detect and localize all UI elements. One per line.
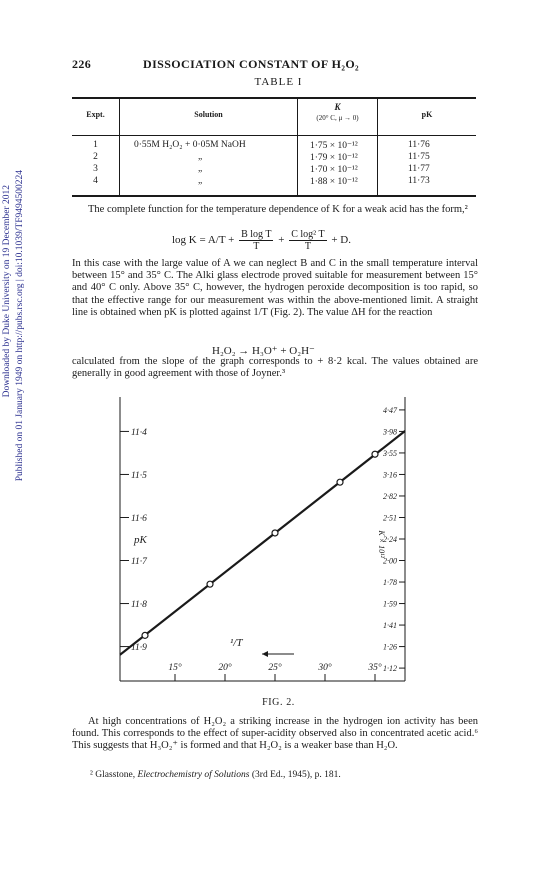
equation-fraction	[239, 229, 273, 252]
cell-pk: 11·73	[408, 176, 430, 186]
paragraph-result: calculated from the slope of the graph corresponds to + 8·2 kcal. The values obtained are generally in good agreement with those of Joyner.³	[72, 356, 478, 380]
paragraph-measurement: In this case with the large value of A we can neglect B and C in the small temperature interval between 15° and 35° C. The Alki glass electrode proved suitable for measurement between 15° and 40° C only. Above 35° C, however, the hydrogen peroxide decomposition is too rapid, so that the effective range for our measurement was within the above-mentioned limit. A straight line is obtained when pK is plotted against 1/T (Fig. 2). The value ΔH for the reaction	[72, 258, 478, 318]
x-tick-label: 30°	[318, 663, 332, 673]
table-col-divider	[297, 98, 298, 195]
x-tick-label: 35°	[368, 663, 382, 673]
right-tick-label: 2·51	[383, 513, 397, 523]
footnote-marker: ²	[90, 770, 93, 780]
x-tick-label: 15°	[168, 663, 182, 673]
data-point	[207, 581, 213, 587]
col-header-expt: Expt.	[86, 110, 105, 119]
fraction-denominator: T	[253, 241, 260, 252]
y-axis-title-right: K × 10¹²	[377, 530, 386, 558]
right-tick-label: 3·55	[383, 448, 397, 458]
fraction-numerator: C log² T	[291, 229, 325, 240]
paragraph-temperature-function: The complete function for the temperature dependence of K for a weak acid has the form,²	[88, 204, 468, 215]
fitted-line-series	[120, 431, 405, 655]
paragraph-superacidity: At high concentrations of H₂O₂ a striking increase in the hydrogen ion activity has been found. This corresponds to the effect of super-acidity observed also in concentrated acetic acid.⁶ This suggests that H₃O₂⁺ is formed and that H₂O₂ is a weaker base than H₂O.	[72, 716, 478, 752]
right-tick-label: 2·24	[383, 535, 397, 544]
data-point	[372, 451, 378, 457]
table-bottom-rule	[72, 195, 476, 197]
left-tick-label: 11·7	[131, 557, 147, 568]
right-tick-label: 3·16	[383, 470, 397, 480]
table-header-rule	[72, 135, 476, 136]
col-header-solution: Solution	[194, 110, 223, 119]
axis-titles	[133, 529, 386, 657]
right-tick-label: 1·41	[383, 621, 397, 631]
y-axis-title-left: pK	[134, 534, 147, 546]
plot-frame	[120, 397, 405, 681]
page-number: 226	[72, 57, 92, 71]
tick-marks	[120, 410, 405, 681]
data-point	[272, 530, 278, 536]
right-tick-label: 4·47	[383, 405, 397, 415]
publication-watermark: Published on 01 January 1949 on http://pubs.rsc.org | doi:10.1039/TF9494500224	[15, 170, 25, 482]
cell-solution: 0·55M H₂O₂ + 0·05M NaOH	[134, 140, 246, 150]
equation-reaction: H₂O₂ → H₃O⁺ + O₂H⁻	[212, 345, 315, 357]
cell-expt: 4	[93, 176, 98, 186]
footnote-author: Glasstone,	[95, 770, 136, 780]
x-axis-title: ¹/T	[230, 637, 243, 649]
col-header-k: K	[334, 102, 341, 112]
pk-vs-reciprocal-temperature-chart	[115, 392, 420, 695]
equation-tail: + D.	[331, 234, 351, 247]
cell-expt: 2	[93, 152, 98, 162]
cell-solution: „	[198, 152, 203, 162]
cell-k: 1·70 × 10⁻¹²	[310, 165, 358, 175]
download-watermark: Downloaded by Duke University on 19 December 2012	[2, 185, 12, 398]
equation-fraction	[289, 229, 326, 252]
footnote-title: Electrochemistry of Solutions	[137, 770, 250, 780]
cell-expt: 1	[93, 140, 98, 150]
right-tick-label: 1·59	[383, 599, 397, 609]
col-header-pk: pK	[421, 110, 433, 119]
cell-solution: „	[198, 164, 203, 174]
x-axis-arrow-head	[262, 651, 268, 657]
left-tick-label: 11·5	[131, 470, 147, 481]
data-point	[337, 479, 343, 485]
figure-caption: FIG. 2.	[262, 697, 295, 708]
fraction-numerator: B log T	[241, 229, 272, 240]
left-tick-label: 11·9	[131, 643, 147, 654]
right-tick-label: 2·82	[383, 491, 397, 501]
data-point	[142, 632, 148, 638]
cell-k: 1·79 × 10⁻¹²	[310, 153, 358, 163]
cell-k: 1·88 × 10⁻¹²	[310, 177, 358, 187]
footnote-details: (3rd Ed., 1945), p. 181.	[251, 770, 341, 780]
right-tick-label: 2·00	[383, 556, 397, 566]
x-tick-label: 25°	[268, 663, 282, 673]
left-tick-label: 11·6	[131, 513, 147, 524]
right-tick-label: 1·12	[383, 664, 397, 674]
cell-expt: 3	[93, 164, 98, 174]
cell-pk: 11·75	[408, 152, 430, 162]
left-tick-label: 11·4	[131, 427, 147, 438]
right-tick-label: 1·78	[383, 578, 397, 588]
col-header-k-conditions: (20° C, μ → 0)	[316, 114, 359, 122]
x-axis-labels	[168, 662, 382, 673]
fitted-line	[120, 431, 405, 655]
cell-pk: 11·76	[408, 140, 430, 150]
equation-lhs: log K = A/T +	[172, 234, 235, 247]
running-title: DISSOCIATION CONSTANT OF H₂O₂	[143, 57, 360, 71]
equation-plus: +	[278, 234, 285, 247]
equation-log-k	[172, 229, 351, 252]
table-top-rule	[72, 97, 476, 99]
x-tick-label: 20°	[218, 663, 232, 673]
cell-pk: 11·77	[408, 164, 430, 174]
table-title: TABLE I	[254, 76, 303, 88]
cell-solution: „	[198, 176, 203, 186]
fraction-denominator: T	[304, 241, 311, 252]
right-tick-label: 3·98	[383, 427, 397, 437]
left-tick-label: 11·8	[131, 600, 147, 611]
right-tick-label: 1·26	[383, 642, 397, 652]
footnote	[90, 770, 341, 780]
cell-k: 1·75 × 10⁻¹²	[310, 141, 358, 151]
